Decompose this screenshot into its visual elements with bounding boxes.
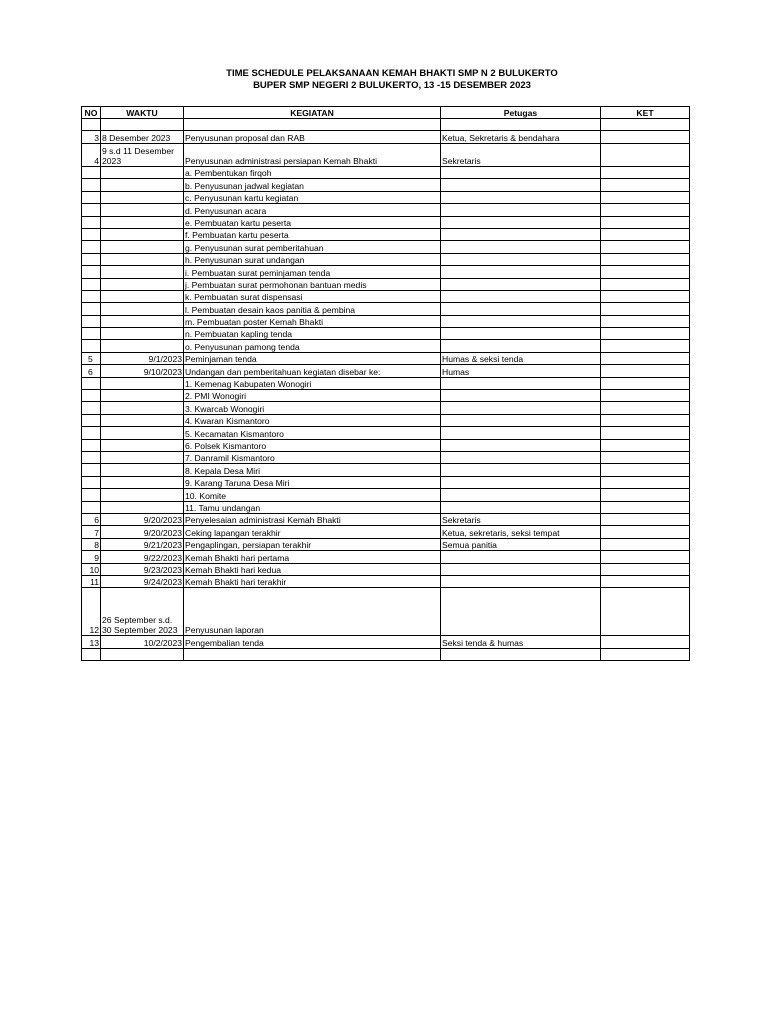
cell-kegiatan: Penyusunan laporan <box>184 588 441 636</box>
schedule-table <box>81 106 690 661</box>
cell-kegiatan: l. Pembuatan desain kaos panitia & pembina <box>184 303 441 315</box>
cell-no <box>82 501 101 513</box>
cell-kegiatan: 7. Danramil Kismantoro <box>184 451 441 463</box>
table-row <box>82 216 690 228</box>
cell-no <box>82 303 101 315</box>
cell-waktu <box>101 303 184 315</box>
table-row <box>82 365 690 377</box>
cell-ket <box>601 131 690 144</box>
cell-ket <box>601 427 690 439</box>
table-row <box>82 328 690 340</box>
cell-petugas <box>441 551 601 563</box>
cell-ket <box>601 575 690 587</box>
cell-waktu <box>101 439 184 451</box>
cell-petugas <box>441 489 601 501</box>
cell-waktu <box>101 464 184 476</box>
cell-petugas <box>441 501 601 513</box>
cell-ket <box>601 253 690 265</box>
cell-kegiatan <box>184 648 441 660</box>
cell-kegiatan: g. Penyusunan surat pemberitahuan <box>184 241 441 253</box>
cell-ket <box>601 551 690 563</box>
cell-no <box>82 414 101 426</box>
cell-ket <box>601 179 690 191</box>
cell-petugas <box>441 563 601 575</box>
cell-no: 8 <box>82 538 101 550</box>
cell-petugas <box>441 451 601 463</box>
cell-no: 10 <box>82 563 101 575</box>
cell-ket <box>601 513 690 525</box>
cell-no <box>82 489 101 501</box>
cell-no <box>82 253 101 265</box>
cell-ket <box>601 402 690 414</box>
table-row <box>82 266 690 278</box>
cell-petugas: Humas <box>441 365 601 377</box>
cell-no <box>82 191 101 203</box>
cell-kegiatan: 4. Kwaran Kismantoro <box>184 414 441 426</box>
cell-kegiatan: Ceking lapangan terakhir <box>184 526 441 538</box>
document-title <box>0 68 768 92</box>
cell-ket <box>601 216 690 228</box>
cell-petugas <box>441 179 601 191</box>
cell-petugas: Semua panitia <box>441 538 601 550</box>
cell-waktu <box>101 241 184 253</box>
cell-petugas: Sekretaris <box>441 513 601 525</box>
table-row <box>82 526 690 538</box>
table-row <box>82 253 690 265</box>
cell-waktu <box>101 451 184 463</box>
cell-petugas <box>441 340 601 352</box>
cell-no: 3 <box>82 131 101 144</box>
cell-petugas <box>441 228 601 240</box>
table-row <box>82 451 690 463</box>
cell-no <box>82 241 101 253</box>
cell-no <box>82 228 101 240</box>
cell-petugas <box>441 464 601 476</box>
cell-no <box>82 464 101 476</box>
table-row <box>82 191 690 203</box>
cell-no <box>82 648 101 660</box>
cell-waktu <box>101 216 184 228</box>
cell-petugas <box>441 216 601 228</box>
cell-petugas <box>441 191 601 203</box>
cell-kegiatan: 6. Polsek Kismantoro <box>184 439 441 451</box>
cell-kegiatan: Pengembalian tenda <box>184 636 441 648</box>
title-line-1: TIME SCHEDULE PELAKSANAAN KEMAH BHAKTI SMP N 2 BULUKERTO <box>226 68 558 79</box>
cell-kegiatan: Penyusunan administrasi persiapan Kemah Bhakti <box>184 144 441 167</box>
cell-kegiatan: d. Penyusunan acara <box>184 204 441 216</box>
cell-no <box>82 167 101 179</box>
cell-petugas <box>441 427 601 439</box>
cell-ket <box>601 290 690 302</box>
cell-ket <box>601 328 690 340</box>
cell-waktu <box>101 315 184 327</box>
header-row <box>82 107 690 119</box>
cell-ket <box>601 501 690 513</box>
cell-waktu: 9 s.d 11 Desember 2023 <box>101 144 184 167</box>
cell-petugas <box>441 204 601 216</box>
cell-waktu: 9/1/2023 <box>101 352 184 364</box>
cell-kegiatan: o. Penyusunan pamong tenda <box>184 340 441 352</box>
cell-ket <box>601 414 690 426</box>
cell-kegiatan: Undangan dan pemberitahuan kegiatan disebar ke: <box>184 365 441 377</box>
cell-ket <box>601 352 690 364</box>
table-row <box>82 476 690 488</box>
cell-petugas <box>441 377 601 389</box>
cell-kegiatan: b. Penyusunan jadwal kegiatan <box>184 179 441 191</box>
cell-ket <box>601 489 690 501</box>
cell-ket <box>601 563 690 575</box>
cell-waktu <box>101 377 184 389</box>
cell-waktu <box>101 476 184 488</box>
cell-kegiatan: 8. Kepala Desa Miri <box>184 464 441 476</box>
cell-waktu <box>101 648 184 660</box>
header-kegiatan: KEGIATAN <box>184 107 441 119</box>
cell-no <box>82 377 101 389</box>
cell-ket <box>601 648 690 660</box>
cell-ket <box>601 315 690 327</box>
cell-kegiatan: c. Penyusunan kartu kegiatan <box>184 191 441 203</box>
cell-ket <box>601 538 690 550</box>
cell-petugas <box>441 414 601 426</box>
cell-no: 6 <box>82 513 101 525</box>
table-row <box>82 119 690 131</box>
cell-no <box>82 278 101 290</box>
header-petugas: Petugas <box>441 107 601 119</box>
table-row <box>82 204 690 216</box>
table-row <box>82 501 690 513</box>
cell-waktu: 9/10/2023 <box>101 365 184 377</box>
header-ket: KET <box>601 107 690 119</box>
table-row <box>82 179 690 191</box>
cell-petugas <box>441 290 601 302</box>
cell-petugas <box>441 315 601 327</box>
cell-waktu <box>101 266 184 278</box>
cell-no <box>82 204 101 216</box>
table-row <box>82 489 690 501</box>
cell-kegiatan: Pengaplingan, persiapan terakhir <box>184 538 441 550</box>
cell-waktu <box>101 253 184 265</box>
table-row <box>82 414 690 426</box>
cell-petugas <box>441 588 601 636</box>
cell-waktu <box>101 427 184 439</box>
cell-kegiatan: 10. Komite <box>184 489 441 501</box>
cell-waktu: 9/20/2023 <box>101 513 184 525</box>
cell-waktu <box>101 290 184 302</box>
cell-no <box>82 451 101 463</box>
cell-ket <box>601 464 690 476</box>
table-row <box>82 588 690 636</box>
table-row <box>82 439 690 451</box>
cell-kegiatan: j. Pembuatan surat permohonan bantuan medis <box>184 278 441 290</box>
cell-ket <box>601 228 690 240</box>
cell-kegiatan: Penyelesaian administrasi Kemah Bhakti <box>184 513 441 525</box>
cell-ket <box>601 588 690 636</box>
cell-ket <box>601 241 690 253</box>
table-row <box>82 551 690 563</box>
cell-kegiatan: k. Pembuatan surat dispensasi <box>184 290 441 302</box>
cell-kegiatan: 9. Karang Taruna Desa Miri <box>184 476 441 488</box>
cell-kegiatan: Kemah Bhakti hari kedua <box>184 563 441 575</box>
cell-petugas <box>441 278 601 290</box>
table-row <box>82 340 690 352</box>
cell-ket <box>601 340 690 352</box>
cell-waktu <box>101 489 184 501</box>
cell-kegiatan: 2. PMI Wonogiri <box>184 390 441 402</box>
title-line-2: BUPER SMP NEGERI 2 BULUKERTO, 13 -15 DESEMBER 2023 <box>253 80 531 91</box>
table-row <box>82 538 690 550</box>
table-row <box>82 144 690 167</box>
cell-kegiatan: Kemah Bhakti hari terakhir <box>184 575 441 587</box>
cell-waktu: 8 Desember 2023 <box>101 131 184 144</box>
cell-no: 9 <box>82 551 101 563</box>
table-row <box>82 290 690 302</box>
cell-kegiatan: 1. Kemenag Kabupaten Wonogiri <box>184 377 441 389</box>
cell-kegiatan: 5. Kecamatan Kismantoro <box>184 427 441 439</box>
cell-ket <box>601 451 690 463</box>
cell-kegiatan: Penyusunan proposal dan RAB <box>184 131 441 144</box>
cell-waktu <box>101 501 184 513</box>
cell-waktu <box>101 191 184 203</box>
cell-waktu <box>101 328 184 340</box>
cell-petugas: Ketua, sekretaris, seksi tempat <box>441 526 601 538</box>
cell-ket <box>601 191 690 203</box>
cell-petugas <box>441 167 601 179</box>
cell-no <box>82 315 101 327</box>
table-row <box>82 402 690 414</box>
cell-waktu <box>101 414 184 426</box>
cell-petugas <box>441 390 601 402</box>
cell-no: 11 <box>82 575 101 587</box>
table-row <box>82 464 690 476</box>
cell-ket <box>601 439 690 451</box>
table-row <box>82 315 690 327</box>
cell-kegiatan: i. Pembuatan surat peminjaman tenda <box>184 266 441 278</box>
cell-waktu <box>101 179 184 191</box>
cell-petugas <box>441 439 601 451</box>
cell-no <box>82 390 101 402</box>
table-row <box>82 131 690 144</box>
cell-no: 4 <box>82 144 101 167</box>
cell-waktu: 9/24/2023 <box>101 575 184 587</box>
table-row <box>82 636 690 648</box>
cell-petugas <box>441 476 601 488</box>
cell-ket <box>601 167 690 179</box>
cell-waktu: 9/22/2023 <box>101 551 184 563</box>
table-row <box>82 377 690 389</box>
table-row <box>82 228 690 240</box>
cell-waktu: 9/23/2023 <box>101 563 184 575</box>
cell-waktu: 9/20/2023 <box>101 526 184 538</box>
cell-waktu <box>101 204 184 216</box>
cell-waktu <box>101 340 184 352</box>
cell-kegiatan: a. Pembentukan firqoh <box>184 167 441 179</box>
cell-petugas: Ketua, Sekretaris & bendahara <box>441 131 601 144</box>
cell-kegiatan: f. Pembuatan kartu peserta <box>184 228 441 240</box>
cell-ket <box>601 278 690 290</box>
table-row <box>82 563 690 575</box>
cell-no: 13 <box>82 636 101 648</box>
cell-no: 12 <box>82 588 101 636</box>
cell-no: 7 <box>82 526 101 538</box>
cell-ket <box>601 377 690 389</box>
cell-waktu: 10/2/2023 <box>101 636 184 648</box>
header-no: NO <box>82 107 101 119</box>
cell-petugas <box>441 328 601 340</box>
table-row <box>82 513 690 525</box>
cell-ket <box>601 144 690 167</box>
table-row <box>82 241 690 253</box>
cell-petugas: Humas & seksi tenda <box>441 352 601 364</box>
cell-petugas <box>441 241 601 253</box>
cell-no: 6 <box>82 365 101 377</box>
cell-petugas <box>441 402 601 414</box>
cell-kegiatan: e. Pembuatan kartu peserta <box>184 216 441 228</box>
cell-ket <box>601 365 690 377</box>
cell-no <box>82 476 101 488</box>
cell-no <box>82 439 101 451</box>
cell-kegiatan: 11. Tamu undangan <box>184 501 441 513</box>
cell-ket <box>601 303 690 315</box>
table-row <box>82 352 690 364</box>
cell-ket <box>601 476 690 488</box>
cell-no <box>82 328 101 340</box>
cell-no <box>82 179 101 191</box>
cell-kegiatan: m. Pembuatan poster Kemah Bhakti <box>184 315 441 327</box>
cell-no <box>82 216 101 228</box>
cell-waktu <box>101 228 184 240</box>
table-row <box>82 278 690 290</box>
cell-no <box>82 290 101 302</box>
cell-no <box>82 402 101 414</box>
cell-kegiatan: h. Penyusunan surat undangan <box>184 253 441 265</box>
cell-no <box>82 266 101 278</box>
cell-ket <box>601 204 690 216</box>
cell-no: 5 <box>82 352 101 364</box>
cell-petugas <box>441 303 601 315</box>
cell-petugas: Sekretaris <box>441 144 601 167</box>
cell-waktu <box>101 167 184 179</box>
cell-kegiatan: 3. Kwarcab Wonogiri <box>184 402 441 414</box>
cell-petugas <box>441 266 601 278</box>
table-row <box>82 167 690 179</box>
cell-kegiatan: Kemah Bhakti hari pertama <box>184 551 441 563</box>
cell-waktu: 9/21/2023 <box>101 538 184 550</box>
cell-ket <box>601 636 690 648</box>
cell-waktu <box>101 390 184 402</box>
table-row <box>82 427 690 439</box>
cell-no <box>82 427 101 439</box>
cell-petugas <box>441 575 601 587</box>
table-row <box>82 390 690 402</box>
cell-waktu <box>101 402 184 414</box>
cell-waktu: 26 September s.d. 30 September 2023 <box>101 588 184 636</box>
cell-kegiatan: n. Pembuatan kapling tenda <box>184 328 441 340</box>
cell-no <box>82 340 101 352</box>
cell-ket <box>601 390 690 402</box>
cell-petugas <box>441 253 601 265</box>
cell-waktu <box>101 278 184 290</box>
cell-petugas: Seksi tenda & humas <box>441 636 601 648</box>
cell-ket <box>601 526 690 538</box>
cell-petugas <box>441 648 601 660</box>
table-row <box>82 648 690 660</box>
table-row <box>82 303 690 315</box>
table-row <box>82 575 690 587</box>
cell-ket <box>601 266 690 278</box>
cell-kegiatan: Peminjaman tenda <box>184 352 441 364</box>
header-waktu: WAKTU <box>101 107 184 119</box>
